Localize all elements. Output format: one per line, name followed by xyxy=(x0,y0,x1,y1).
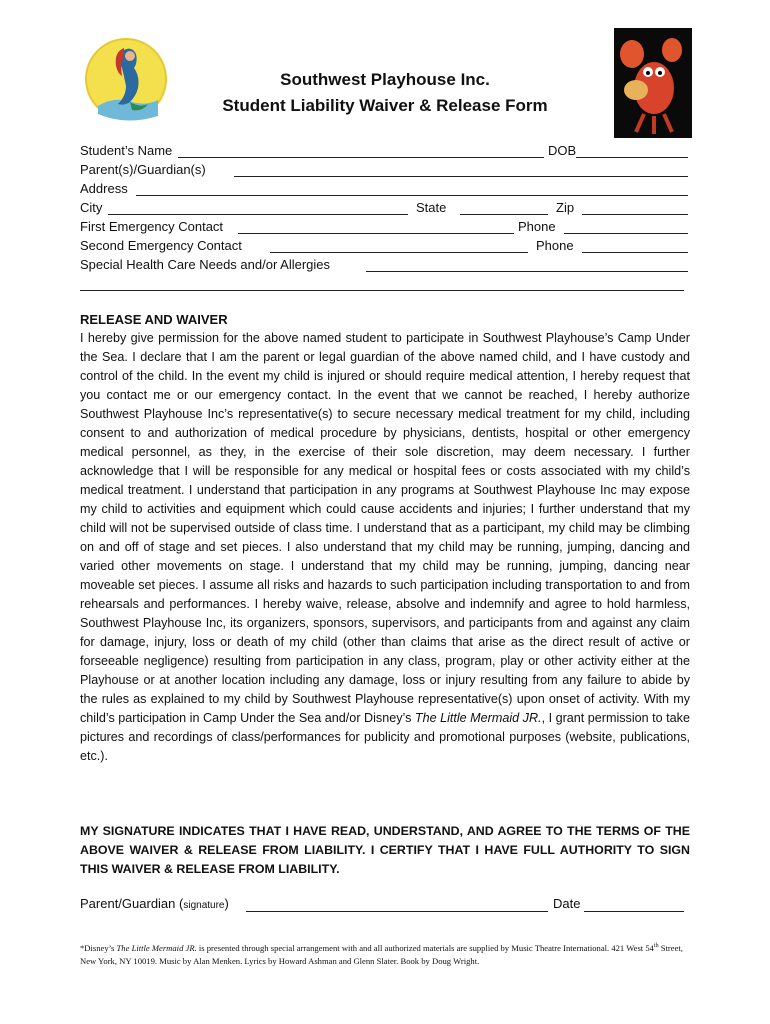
health-row-2 xyxy=(80,275,688,294)
second-contact-field[interactable] xyxy=(270,252,528,253)
city-field[interactable] xyxy=(108,214,408,215)
date-field[interactable] xyxy=(584,911,684,912)
certification-statement: MY SIGNATURE INDICATES THAT I HAVE READ, UNDERSTAND, AND AGREE TO THE TERMS OF THE ABOVE WAIVER & RELEASE FROM LIABILITY. I CERTIFY THAT I HAVE FULL AUTHORITY TO SIGN THIS WAIVER & RELEASE FROM LIABILITY. xyxy=(80,824,690,876)
state-field[interactable] xyxy=(460,214,548,215)
release-heading: RELEASE AND WAIVER xyxy=(80,312,228,327)
health-field[interactable] xyxy=(366,271,688,272)
signature-row xyxy=(80,896,688,916)
first-contact-label: First Emergency Contact xyxy=(80,219,224,234)
student-name-label: Student’s Name xyxy=(80,143,173,158)
student-info-fields xyxy=(80,142,688,294)
release-text: I hereby give permission for the above named student to participate in Southwest Playhouse’s Camp Under the Sea. I declare that I am the parent or legal guardian of the above named child, and I have custody and control of the child. In the event my child is injured or should require medical attention, I hereby request that you contact me or our emergency contact. In the event that we cannot be reached, I hereby authorize Southwest Playhouse Inc’s representative(s) to secure necessary medical treatment for my child, including consent to and authorization of medical procedure by physicians, dentists, hospital or other emergency medical personnel, as they, in the exercise of their sole discretion, may deem necessary. I further acknowledge that I will be responsible for any medical or hospital fees or costs associated with my child’s medical treatment. I understand that participation in any programs at Southwest Playhouse Inc may expose my child to activities and equipment which could cause accidents and injuries; I further understand that my child will not be supervised outside of class time. I understand that as a participant, my child may be climbing on and off of stage and set pieces. I also understand that my child may be running, jumping, dancing and varied other movements on stage. I understand that my child may be running, jumping, dancing near moveable set pieces. I assume all risks and hazards to such participation including transportation to and from rehearsals and performances. I hereby waive, release, absolve and indemnify and agree to hold harmless, Southwest Playhouse Inc, its organizers, sponsors, supervisors, and participants from and against any claim for damage, injury, loss or death of my child (other than claims that arise as the direct result of active or forseeable negligence) resulting from participation in any class, program, play or other activity either at the Playhouse or at another location including any damage, loss or injury resulting from any failure to abide by the rules as explained to my child by Southwest Playhouse representative(s) upon onset of activity. With my child’s participation in Camp Under the Sea and/or Disney’s xyxy=(80,331,690,725)
student-name-field[interactable] xyxy=(178,157,544,158)
form-title: Student Liability Waiver & Release Form xyxy=(222,96,548,115)
city-row xyxy=(80,199,688,218)
show-title: The Little Mermaid JR. xyxy=(414,711,542,725)
zip-field[interactable] xyxy=(582,214,688,215)
release-text-end: , I grant permission to take pictures and recordings of class/performances for publicity and promotional purposes (website, publications, etc.). xyxy=(80,711,690,763)
form-organization-title: Southwest Playhouse Inc. xyxy=(280,70,490,89)
dob-label: DOB xyxy=(548,143,577,158)
state-label: State xyxy=(416,200,447,215)
address-row xyxy=(80,180,688,199)
dob-field[interactable] xyxy=(576,157,688,158)
date-label: Date xyxy=(553,896,581,911)
phone1-field[interactable] xyxy=(564,233,688,234)
first-contact-row xyxy=(80,218,688,237)
parent-row xyxy=(80,161,688,180)
phone2-field[interactable] xyxy=(582,252,688,253)
footnote: *Disney’s The Little Mermaid JR. is presented through special arrangement with and all authorized materials are supplied by Music Theatre International. 421 West 54th Street, New York, NY 10019. Music by Alan Menken. Lyrics by Howard Ashman and Glenn Slater. Book by Doug Wright. xyxy=(80,942,683,966)
zip-label: Zip xyxy=(556,200,575,215)
release-paragraph xyxy=(80,329,690,766)
health-field-continued[interactable] xyxy=(80,290,684,291)
health-label: Special Health Care Needs and/or Allergies xyxy=(80,257,331,272)
phone2-label: Phone xyxy=(536,238,574,253)
parent-label: Parent(s)/Guardian(s) xyxy=(80,162,206,177)
first-contact-field[interactable] xyxy=(238,233,514,234)
address-label: Address xyxy=(80,181,128,196)
phone1-label: Phone xyxy=(518,219,556,234)
second-contact-row xyxy=(80,237,688,256)
parent-field[interactable] xyxy=(234,176,688,177)
city-label: City xyxy=(80,200,103,215)
health-row xyxy=(80,256,688,275)
signature-label: Parent/Guardian (signature) xyxy=(80,896,229,911)
second-contact-label: Second Emergency Contact xyxy=(80,238,242,253)
signature-field[interactable] xyxy=(246,911,548,912)
address-field[interactable] xyxy=(136,195,688,196)
student-name-row xyxy=(80,142,688,161)
